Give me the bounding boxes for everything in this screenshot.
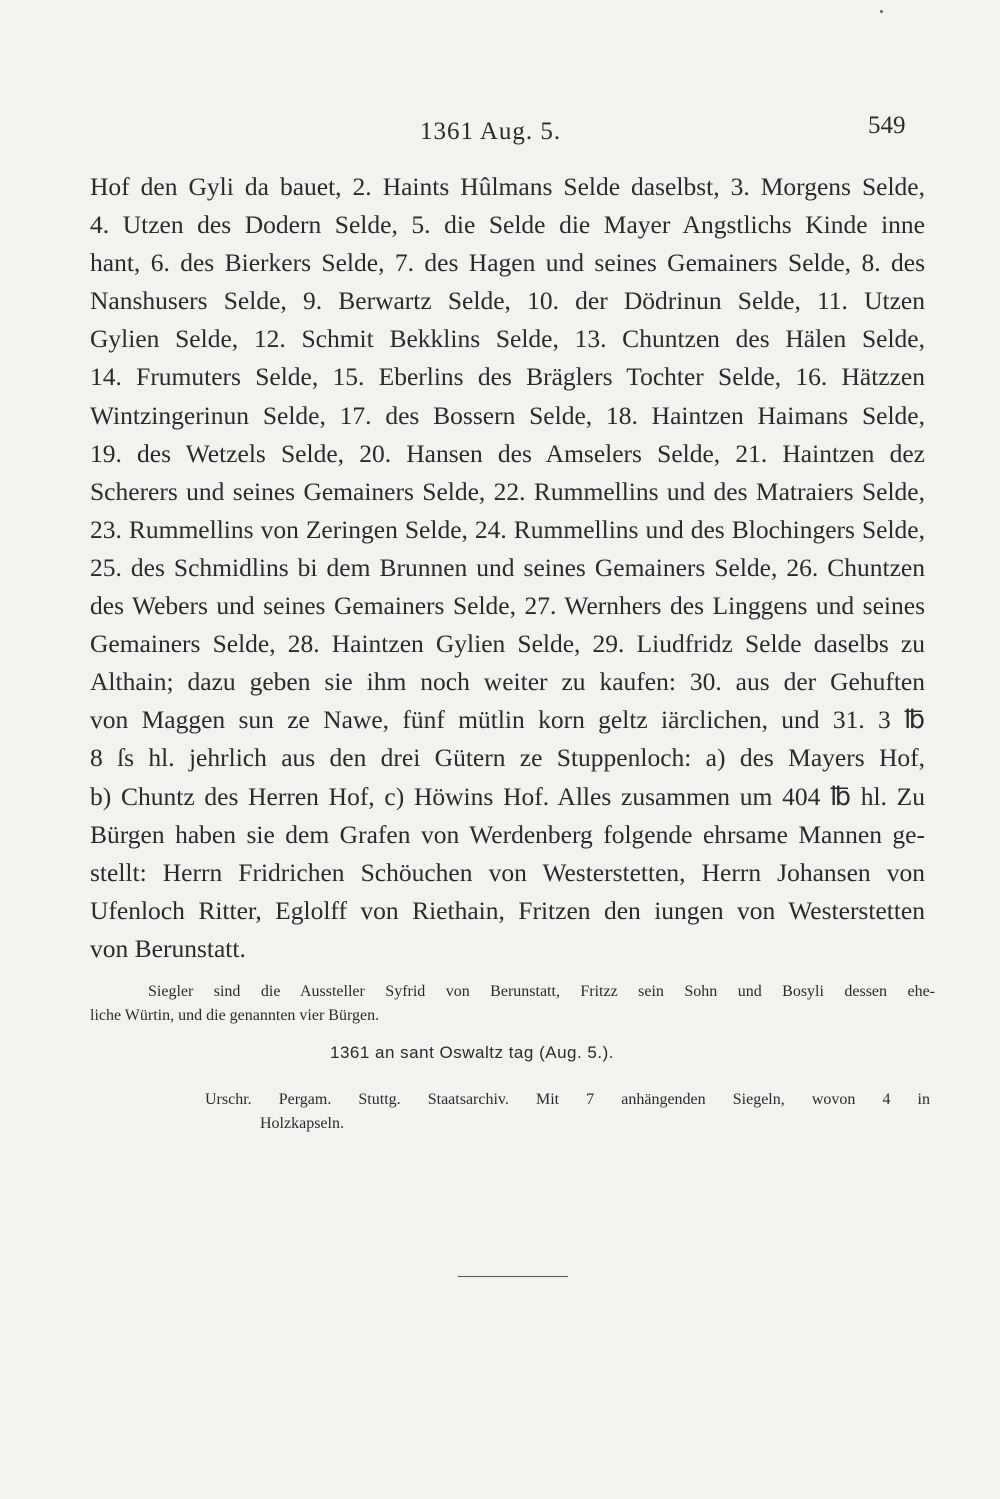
source-note — [205, 1088, 930, 1136]
text-line: b) Chuntz des Herren Hof, c) Höwins Hof. Alles zusammen um 404 ℔ hl. Zu — [90, 781, 925, 811]
text-line: von Berunstatt. — [90, 933, 246, 963]
text-line: Bürgen haben sie dem Grafen von Werdenberg folgende ehrsame Mannen ge- — [90, 819, 925, 849]
note-line: liche Würtin, und die genannten vier Bürgen. — [90, 1007, 380, 1024]
text-line: Hof den Gyli da bauet, 2. Haints Hûlmans Selde daselbst, 3. Morgens Selde, — [90, 172, 925, 201]
text-line: Nanshusers Selde, 9. Berwartz Selde, 10. der Dödrinun Selde, 11. Utzen — [90, 286, 925, 316]
text-line: stellt: Herrn Fridrichen Schöuchen von Westerstetten, Herrn Johansen von — [90, 857, 925, 887]
text-line: Ufenloch Ritter, Eglolff von Riethain, Fritzen den iungen von Westerstetten — [90, 895, 925, 925]
text-line: 14. Frumuters Selde, 15. Eberlins des Bräglers Tochter Selde, 16. Hätzzen — [90, 362, 925, 392]
text-line: Gylien Selde, 12. Schmit Bekklins Selde, 13. Chuntzen des Hälen Selde, — [90, 324, 925, 354]
text-line: 23. Rummellins von Zeringen Selde, 24. Rummellins und des Blochingers Selde, — [90, 514, 925, 544]
text-line: 4. Utzen des Dodern Selde, 5. die Selde die Mayer Angstlichs Kinde inne — [90, 210, 925, 240]
main-text-block — [90, 168, 925, 968]
running-header-date: 1361 Aug. 5. — [420, 118, 562, 145]
text-line: 8 ſs hl. jehrlich aus den drei Gütern ze Stuppenloch: a) des Mayers Hof, — [90, 743, 925, 773]
text-line: 25. des Schmidlins bi dem Brunnen und seines Gemainers Selde, 26. Chuntzen — [90, 552, 925, 582]
note-line: Siegler sind die Aussteller Syfrid von Berunstatt, Fritzz sein Sohn und Bosyli dessen ehe- — [148, 983, 935, 1000]
text-line: Wintzingerinun Selde, 17. des Bossern Selde, 18. Haintzen Haimans Selde, — [90, 400, 925, 430]
closing-rule — [458, 1276, 568, 1277]
seal-note — [90, 980, 935, 1028]
text-line: Scherers und seines Gemainers Selde, 22. Rummellins und des Matraiers Selde, — [90, 476, 925, 506]
text-line: hant, 6. des Bierkers Selde, 7. des Hagen und seines Gemainers Selde, 8. des — [90, 248, 925, 278]
page-number: 549 — [868, 112, 906, 139]
dating-line: 1361 an sant Oswaltz tag (Aug. 5.). — [330, 1043, 614, 1062]
note-line: Urschr. Pergam. Stuttg. Staatsarchiv. Mit 7 anhängenden Siegeln, wovon 4 in — [205, 1091, 930, 1108]
text-line: Althain; dazu geben sie ihm noch weiter zu kaufen: 30. aus der Gehuften — [90, 667, 925, 697]
text-line: 19. des Wetzels Selde, 20. Hansen des Amselers Selde, 21. Haintzen dez — [90, 438, 925, 468]
text-line: von Maggen sun ze Nawe, fünf mütlin korn geltz iärclichen, und 31. 3 ℔ — [90, 705, 925, 735]
scan-speck — [880, 10, 883, 13]
note-line: Holzkapseln. — [260, 1115, 344, 1132]
text-line: Gemainers Selde, 28. Haintzen Gylien Selde, 29. Liudfridz Selde daselbs zu — [90, 629, 925, 659]
text-line: des Webers und seines Gemainers Selde, 27. Wernhers des Linggens und seines — [90, 591, 925, 621]
